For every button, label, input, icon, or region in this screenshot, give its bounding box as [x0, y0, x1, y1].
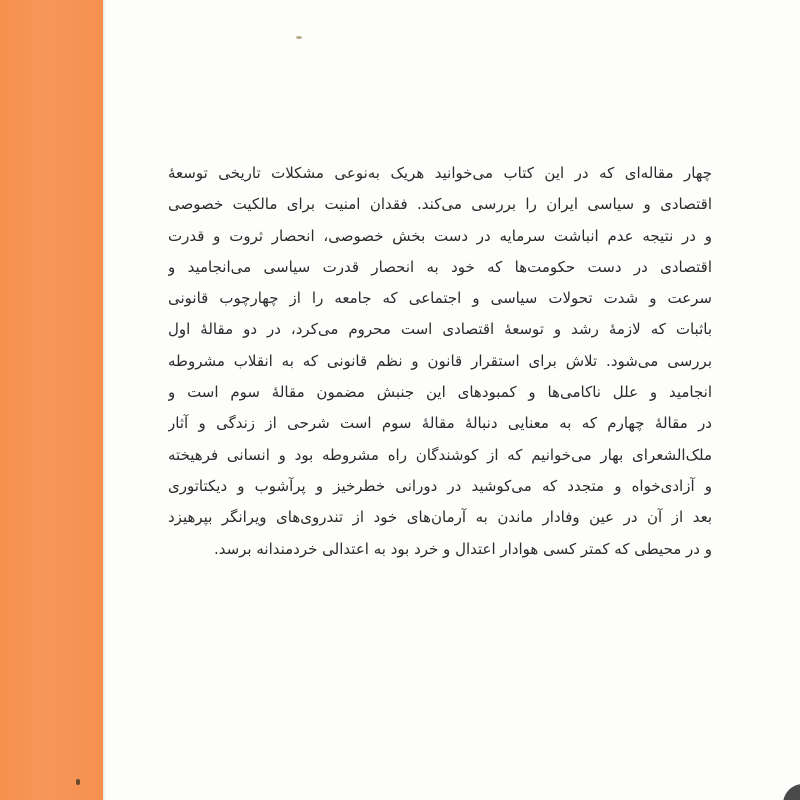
blurb-line: بعد از آن در عین وفادار ماندن به آرمان‌های خود از تندروی‌های ویرانگر بپرهیزد [168, 508, 712, 527]
spine-mark [76, 779, 80, 785]
blurb-line: چهار مقاله‌ای که در این کتاب می‌خوانید هریک به‌نوعی مشکلات تاریخی توسعهٔ [168, 164, 712, 182]
blurb-line: سرعت و شدت تحولات سیاسی و اجتماعی که جامعه را از چهارچوب قانونی [168, 289, 712, 308]
orange-spine [0, 0, 103, 800]
blurb-line: انجامید و علل ناکامی‌ها و کمبودهای این جنبش مضمون مقالهٔ سوم است و [168, 383, 712, 402]
blurb-line: و در نتیجه عدم انباشت سرمایه در دست بخش خصوصی، انحصار ثروت و قدرت [168, 226, 712, 245]
blurb-line: ملک‌الشعرای بهار می‌خوانیم که از کوشندگان راه مشروطه بود و انسانی فرهیخته [168, 445, 712, 464]
blurb-line: باثبات که لازمهٔ رشد و توسعهٔ اقتصادی است محروم می‌کرد، در دو مقالهٔ اول [168, 320, 712, 339]
spine-edge-shadow [103, 0, 106, 800]
blurb-line: بررسی می‌شود. تلاش برای استقرار قانون و نظم قانونی که به انقلاب مشروطه [168, 351, 712, 370]
blurb-line: و آزادی‌خواه و متجدد که می‌کوشید در دورانی خطرخیز و پرآشوب و دیکتاتوری [168, 476, 712, 495]
paper-speck [296, 36, 302, 39]
blurb-line: اقتصادی در دست حکومت‌ها که خود به انحصار قدرت سیاسی می‌انجامید و [168, 257, 712, 276]
blurb-line: در مقالهٔ چهارم که به معنایی دنبالهٔ مقالهٔ سوم است شرحی از زندگی و آثار [168, 414, 712, 433]
back-cover-blurb [168, 158, 712, 565]
blurb-line: و در محیطی که کمتر کسی هوادار اعتدال و خرد بود به اعتدالی خردمندانه برسد. [213, 539, 712, 558]
blurb-line: اقتصادی و سیاسی ایران را بررسی می‌کند. فقدان امنیت برای مالکیت خصوصی [168, 195, 712, 214]
corner-circle-shape [783, 784, 800, 800]
